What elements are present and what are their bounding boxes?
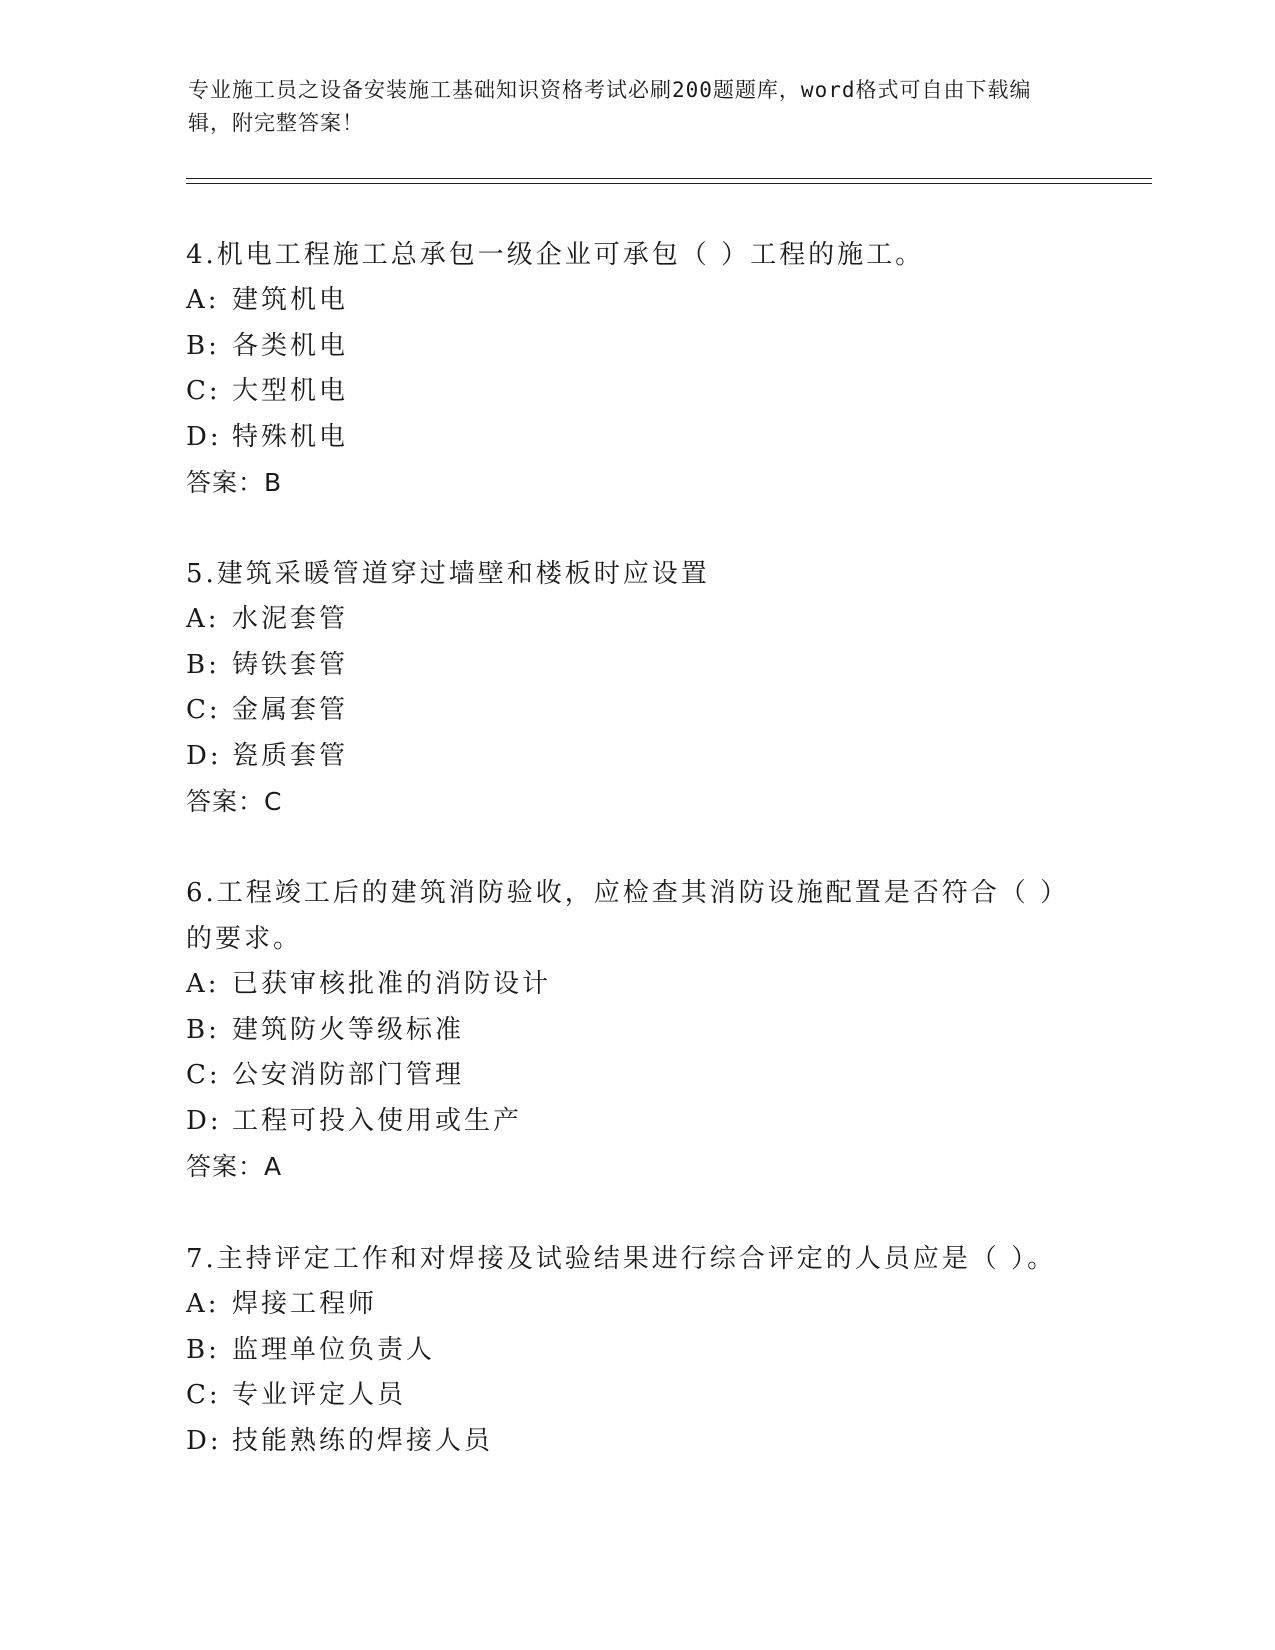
option-letter: D: <box>186 1105 222 1136</box>
option-b <box>186 1008 1086 1054</box>
option-c <box>186 1373 1086 1419</box>
option-c <box>186 369 1086 415</box>
option-text: 水泥套管 <box>232 604 349 634</box>
option-text: 各类机电 <box>232 330 349 361</box>
question-stem: 6.工程竣工后的建筑消防验收，应检查其消防设施配置是否符合（ ）的要求。 <box>186 878 1070 954</box>
option-text: 大型机电 <box>232 376 349 406</box>
option-a <box>186 597 1086 643</box>
option-d <box>186 415 1086 461</box>
option-text: 建筑机电 <box>232 285 349 315</box>
option-a <box>186 278 1086 324</box>
option-text: 技能熟练的焊接人员 <box>232 1425 494 1456</box>
question-block <box>186 232 1086 506</box>
header-divider-top <box>186 178 1152 179</box>
option-letter: B: <box>186 649 220 680</box>
option-b <box>186 643 1086 689</box>
option-d <box>186 1419 1086 1465</box>
option-letter: C: <box>186 376 221 406</box>
option-text: 专业评定人员 <box>232 1380 407 1410</box>
option-letter: C: <box>186 1060 221 1090</box>
option-letter: A: <box>186 604 220 634</box>
option-d <box>186 1099 1086 1145</box>
option-letter: C: <box>186 695 221 725</box>
option-b <box>186 1328 1086 1374</box>
option-text: 特殊机电 <box>232 421 349 452</box>
option-letter: A: <box>186 969 220 999</box>
option-letter: D: <box>186 740 222 771</box>
question-stem: 5.建筑采暖管道穿过墙壁和楼板时应设置 <box>186 559 710 589</box>
answer-line: 答案：A <box>186 1152 283 1181</box>
option-text: 已获审核批准的消防设计 <box>232 969 552 999</box>
question-block <box>186 551 1086 825</box>
option-letter: A: <box>186 1289 220 1319</box>
question-stem: 4.机电工程施工总承包一级企业可承包（ ）工程的施工。 <box>186 240 925 270</box>
header-divider-bottom <box>186 183 1152 184</box>
option-text: 工程可投入使用或生产 <box>232 1105 523 1136</box>
option-a <box>186 1282 1086 1328</box>
option-text: 监理单位负责人 <box>232 1334 436 1365</box>
option-text: 铸铁套管 <box>232 649 349 680</box>
option-b <box>186 324 1086 370</box>
question-block <box>186 870 1086 1190</box>
option-text: 焊接工程师 <box>232 1289 378 1319</box>
option-text: 金属套管 <box>232 695 349 725</box>
option-letter: A: <box>186 285 220 315</box>
document-header: 专业施工员之设备安装施工基础知识资格考试必刷200题题库，word格式可自由下载编辑，附完整答案！ <box>188 78 1032 135</box>
answer-line: 答案：B <box>186 468 283 497</box>
answer-line: 答案：C <box>186 787 283 816</box>
option-text: 瓷质套管 <box>232 740 349 771</box>
option-letter: D: <box>186 1425 222 1456</box>
option-c <box>186 688 1086 734</box>
option-letter: C: <box>186 1380 221 1410</box>
option-d <box>186 734 1086 780</box>
option-text: 公安消防部门管理 <box>232 1060 465 1090</box>
option-letter: B: <box>186 1334 220 1365</box>
option-letter: B: <box>186 1014 220 1045</box>
option-a <box>186 962 1086 1008</box>
option-c <box>186 1053 1086 1099</box>
option-letter: D: <box>186 421 222 452</box>
option-text: 建筑防火等级标准 <box>232 1014 465 1045</box>
option-letter: B: <box>186 330 220 361</box>
question-stem: 7.主持评定工作和对焊接及试验结果进行综合评定的人员应是（ ）。 <box>186 1244 1057 1274</box>
question-block <box>186 1236 1086 1464</box>
